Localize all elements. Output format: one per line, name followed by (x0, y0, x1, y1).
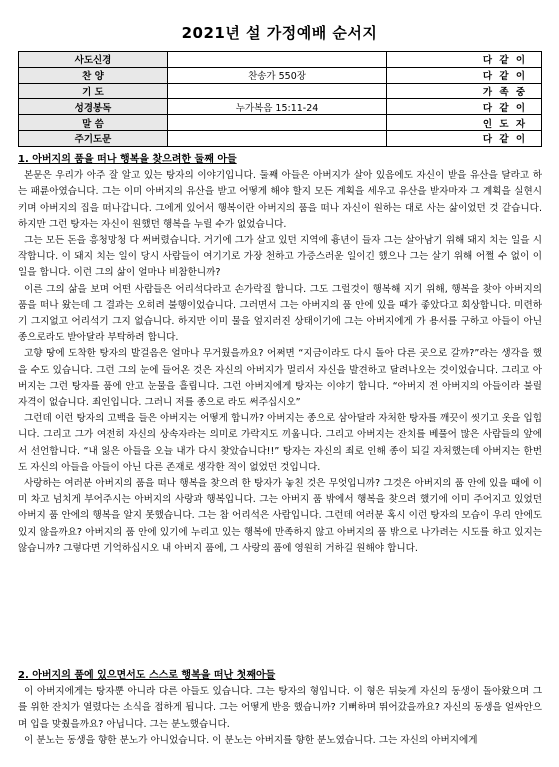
section-1-paragraph-6: 사랑하는 여러분 아버지의 품을 떠나 행복을 찾으려 한 탕자가 놓친 것은 무엇입니까? 그것은 아버지의 품 안에 있을 때에 이미 차고 넘치게 부어주시는 아버지의 사랑과 행복입니다. 그는 아버지 품 밖에서 행복을 찾으려 했기에 이미 주어지고 있었던 아버지 품 안에의 행복을 알지 못했습니다. 그는 참 어리석은 사람입니다. 그런데 여러분 혹시 이런 탕자의 모습이 우리 안에도 있지 않을까요? 아버지의 품 안에 있기에 누리고 있는 행복에 만족하지 않고 아버지의 품 밖으로 나가려는 시도를 하고 있지는 않습니까? 그렇다면 기억하십시오 내 아버지 품에, 그 사랑의 품에 영원히 거하길 원해야 합니다. (18, 478, 542, 554)
section-2-heading: 2. 아버지의 품에 있으면서도 스스로 행복을 떠난 첫째아들 (18, 670, 276, 681)
order-item-leader: 인 도 자 (387, 115, 542, 131)
section-2-paragraph-1: 이 아버지에게는 탕자뿐 아니라 다른 아들도 있습니다. 그는 탕자의 형입니다. 이 형은 뒤늦게 자신의 동생이 돌아왔으며 그를 위한 잔치가 열렸다는 소식을 접하게 됩니다. 그는 어떻게 반응 했습니까? 기뻐하며 뛰어갔을까요? 자신의 동생을 얼싸안으며 입을 맞췄을까요? 아닙니다. 그는 분노했습니다. (18, 686, 542, 730)
section-1-paragraph-1: 본문은 우리가 아주 잘 알고 있는 탕자의 이야기입니다. 둘째 아들은 아버지가 살아 있음에도 자신이 받을 유산을 달라고 하는 패륜아였습니다. 그는 이미 아버지의 유산을 받고 어떻게 해야 할지 모든 계획을 세우고 유산을 받자마자 그 계획을 실현시키며 아버지의 집을 떠나갑니다. 그에게 있어서 행복이란 아버지의 품을 떠나 자신이 원하는 대로 사는 삶이었던 것 같습니다. 하지만 그런 탕자는 자신이 원했던 행복을 누릴 수가 없었습니다. (18, 170, 542, 230)
order-item-name: 기 도 (19, 83, 168, 99)
order-item-detail: 누가복음 15:11-24 (168, 99, 387, 115)
section-2 (18, 668, 542, 749)
section-1-heading: 1. 아버지의 품을 떠나 행복을 찾으려한 둘째 아들 (18, 154, 237, 165)
section-2-paragraph-2: 이 분노는 동생을 향한 분노가 아니었습니다. 이 분노는 아버지를 향한 분노였습니다. 그는 자신의 아버지에게 (24, 734, 478, 746)
order-item-leader: 가 족 중 (387, 83, 542, 99)
section-1-paragraph-4: 고향 땅에 도착한 탕자의 발걸음은 얼마나 무거웠을까요? 어쩌면 “지금이라도 다시 돌아 다른 곳으로 갈까?”라는 생각을 했을 수도 있습니다. 그런 그의 눈에 들어온 것은 자신의 아버지가 멀리서 자신을 발견하고 달려나오는 것이었습니다. 그리고 아버지는 그런 탕자를 품에 안고 눈물을 흘립니다. 그런 아버지에게 탕자는 이야기 합니다. “아버지 전 아버지의 아들이라 불릴 자격이 없습니다. 죄인입니다. 그러니 저를 종으로 라도 써주십시오” (18, 348, 542, 409)
order-item-leader: 다 같 이 (387, 99, 542, 115)
order-item-detail (168, 83, 387, 99)
order-item-name: 말 씀 (19, 115, 168, 131)
order-row (19, 115, 542, 131)
section-1-paragraph-2: 그는 모든 돈을 흥청망청 다 써버렸습니다. 거기에 그가 살고 있던 지역에 흉년이 들자 그는 살아남기 위해 돼지 치는 일을 시작합니다. 이 돼지 치는 일이 당시 사람들이 여기기로 가장 천하고 가증스러운 일이긴 했으나 그는 살기 위해 어쩔 수 없이 이 일을 합니다. 이런 그의 삶이 얼마나 비참한니까? (18, 235, 542, 279)
order-row (19, 67, 542, 83)
order-item-name: 사도신경 (19, 52, 168, 68)
order-item-name: 성경봉독 (19, 99, 168, 115)
order-item-name: 찬 양 (19, 67, 168, 83)
order-item-leader: 다 같 이 (387, 67, 542, 83)
order-item-leader: 다 같 이 (387, 130, 542, 146)
order-row (19, 83, 542, 99)
order-row (19, 99, 542, 115)
worship-order-table (18, 51, 542, 147)
order-item-detail (168, 130, 387, 146)
order-item-detail (168, 52, 387, 68)
section-1-paragraph-5: 그런데 이런 탕자의 고백을 들은 아버지는 어떻게 합니까? 아버지는 종으로 삼아달라 자처한 탕자를 깨끗이 씻기고 옷을 입힙니다. 그리고 그가 여전히 자신의 상속자라는 의미로 가락지도 끼웁니다. 그리고 아버지는 잔치를 베풀어 많은 사람들의 앞에서 선언합니다. “내 잃은 아들을 오늘 내가 다시 찾았습니다!!” 탕자는 자신의 죄로 인해 종이 되길 자처했는데 아버지는 한번도 자신의 아들을 아들이 아닌 다른 존재로 생각한 적이 없었던 것입니다. (18, 413, 542, 473)
document-title: 2021년 설 가정예배 순서지 (181, 24, 378, 42)
order-item-leader: 다 같 이 (387, 52, 542, 68)
order-item-name: 주기도문 (19, 130, 168, 146)
order-item-detail (168, 115, 387, 131)
order-row (19, 130, 542, 146)
order-item-detail: 찬송가 550장 (168, 67, 387, 83)
order-row (19, 52, 542, 68)
section-1-paragraph-3: 이른 그의 삶을 보며 어떤 사람들은 어리석다라고 손가락질 합니다. 그도 그럴것이 행복해 지기 위해, 행복을 찾아 아버지의 품을 떠나 왔는데 그 결과는 오히려 불행이었습니다. 그러면서 그는 아버지의 품 안에 있을 때가 좋았다고 회상합니다. 미련하기 그지없고 어리석기 그지 없습니다. 하지만 이미 물을 엎지러진 상태이기에 그는 아버지에게 가 용서를 구하고 아들이 아닌 종으로라도 받아달라 부탁하려 합니다. (18, 283, 542, 344)
section-1 (18, 152, 542, 557)
